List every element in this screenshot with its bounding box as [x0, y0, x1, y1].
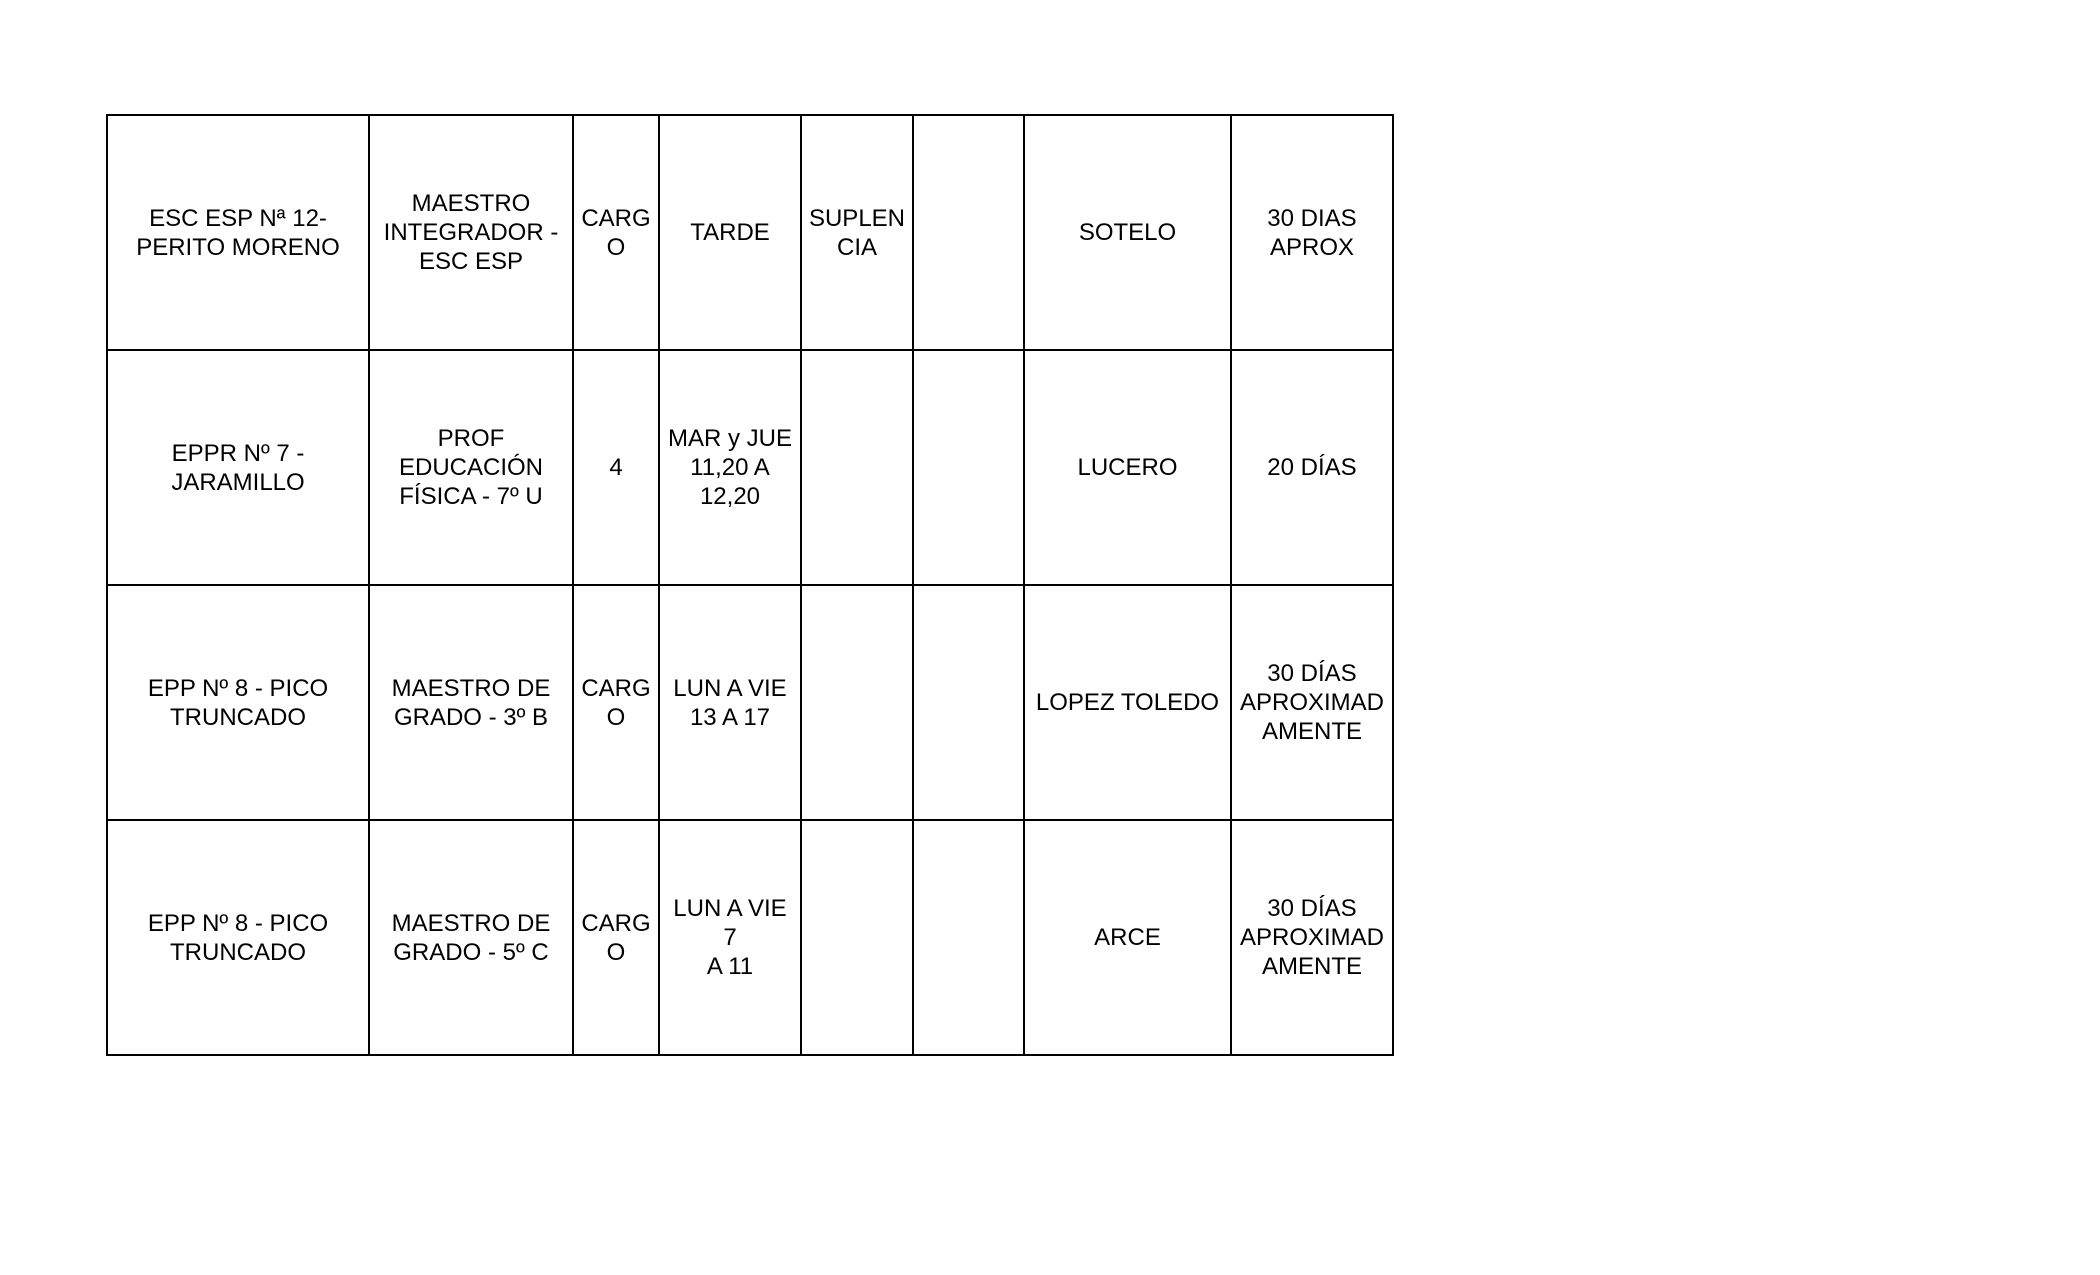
table-row: [107, 115, 1393, 350]
cargo-cell: PROF EDUCACIÓN FÍSICA - 7º U: [369, 350, 573, 585]
empty-cell: [913, 350, 1024, 585]
caracter-cell: SUPLEN CIA: [801, 115, 913, 350]
table-row: [107, 820, 1393, 1055]
caracter-cell: [801, 585, 913, 820]
duracion-cell: 30 DÍAS APROXIMAD AMENTE: [1231, 585, 1393, 820]
table-row: [107, 350, 1393, 585]
cargo-cell: MAESTRO DE GRADO - 3º B: [369, 585, 573, 820]
docente-cell: ARCE: [1024, 820, 1231, 1055]
empty-cell: [913, 585, 1024, 820]
table-row: [107, 585, 1393, 820]
horario-cell: MAR y JUE 11,20 A 12,20: [659, 350, 801, 585]
data-table: [106, 114, 1394, 1056]
caracter-cell: [801, 820, 913, 1055]
escuela-cell: ESC ESP Nª 12- PERITO MORENO: [107, 115, 369, 350]
duracion-cell: 30 DÍAS APROXIMAD AMENTE: [1231, 820, 1393, 1055]
horario-cell: TARDE: [659, 115, 801, 350]
horas-cell: CARG O: [573, 820, 659, 1055]
cargo-cell: MAESTRO INTEGRADOR - ESC ESP: [369, 115, 573, 350]
escuela-cell: EPPR Nº 7 - JARAMILLO: [107, 350, 369, 585]
empty-cell: [913, 820, 1024, 1055]
cargo-cell: MAESTRO DE GRADO - 5º C: [369, 820, 573, 1055]
caracter-cell: [801, 350, 913, 585]
horas-cell: CARG O: [573, 585, 659, 820]
escuela-cell: EPP Nº 8 - PICO TRUNCADO: [107, 585, 369, 820]
docente-cell: SOTELO: [1024, 115, 1231, 350]
docente-cell: LOPEZ TOLEDO: [1024, 585, 1231, 820]
horario-cell: LUN A VIE 7 A 11: [659, 820, 801, 1055]
empty-cell: [913, 115, 1024, 350]
horario-cell: LUN A VIE 13 A 17: [659, 585, 801, 820]
horas-cell: CARG O: [573, 115, 659, 350]
escuela-cell: EPP Nº 8 - PICO TRUNCADO: [107, 820, 369, 1055]
docente-cell: LUCERO: [1024, 350, 1231, 585]
horas-cell: 4: [573, 350, 659, 585]
duracion-cell: 20 DÍAS: [1231, 350, 1393, 585]
duracion-cell: 30 DIAS APROX: [1231, 115, 1393, 350]
